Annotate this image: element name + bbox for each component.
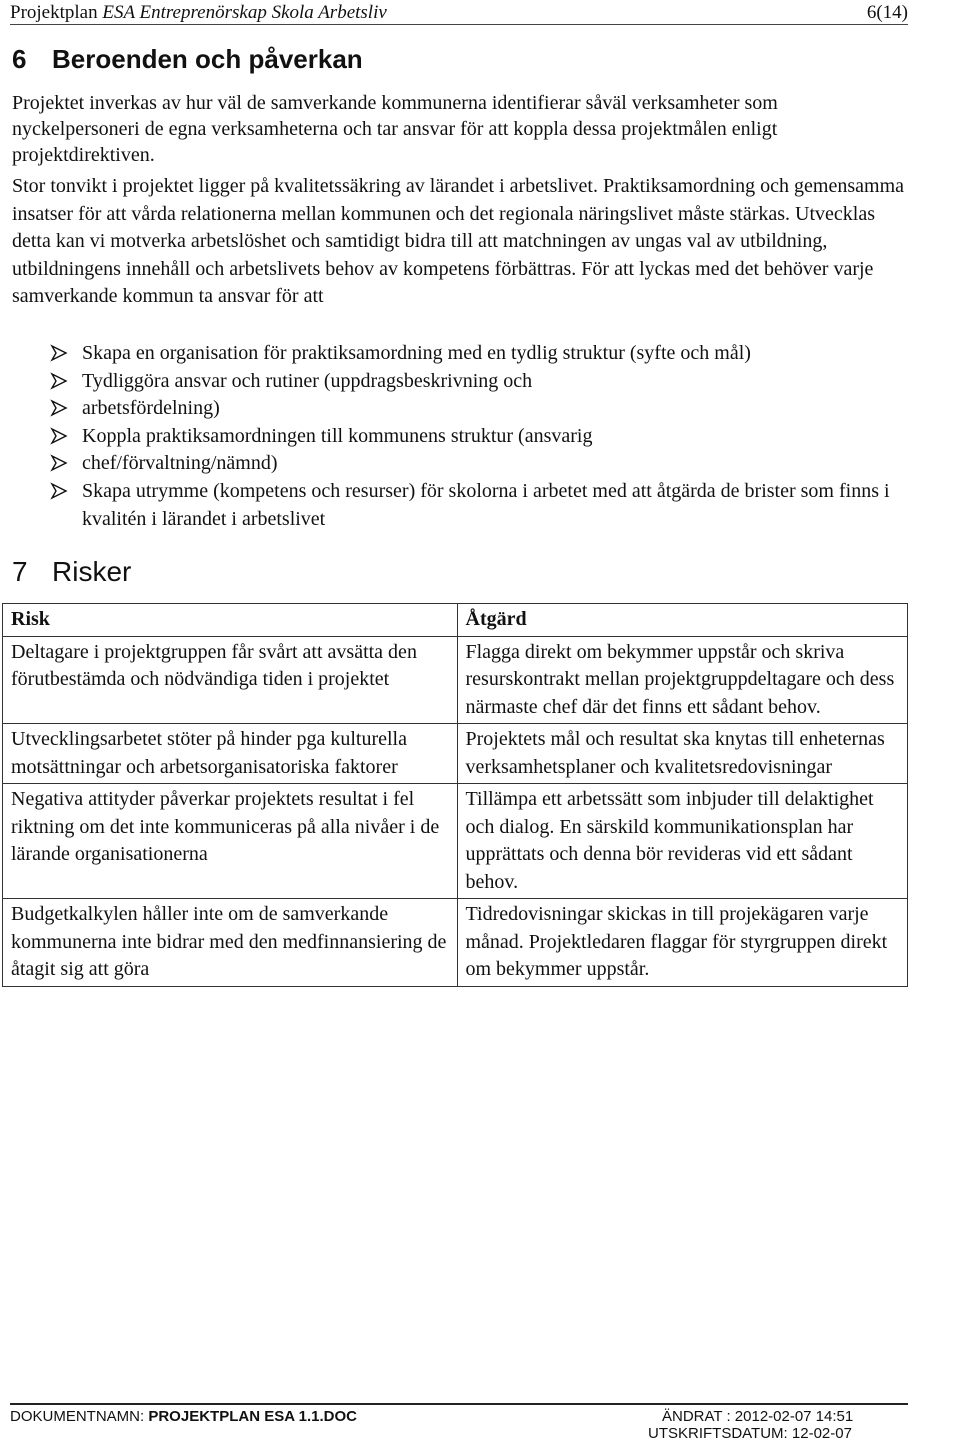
- section-6-title: Beroenden och påverkan: [52, 44, 363, 74]
- action-cell: Flagga direkt om bekymmer uppstår och skriva resurskontrakt mellan projektgruppdeltagare och dess närmaste chef där det finns ett sådant behov.: [457, 636, 908, 724]
- list-item: [50, 395, 910, 423]
- footer-print-date: UTSKRIFTSDATUM: 12-02-07: [648, 1425, 852, 1442]
- table-row: [3, 784, 908, 899]
- risk-cell: Negativa attityder påverkar projektets resultat i fel riktning om det inte kommuniceras på alla nivåer i de lärande organisationerna: [3, 784, 458, 899]
- footer-docname-label: DOKUMENTNAMN:: [10, 1408, 149, 1425]
- section-7-number: 7: [12, 556, 28, 587]
- arrow-bullet-icon: [50, 427, 68, 445]
- list-item: [50, 478, 910, 533]
- risk-cell: Budgetkalkylen håller inte om de samverkande kommunerna inte bidrar med den medfinnansiering de åtagit sig att göra: [3, 899, 458, 987]
- list-item-text: Skapa utrymme (kompetens och resurser) för skolorna i arbetet med att åtgärda de brister som finns i kvalitén i lärandet i arbetslivet: [82, 479, 890, 530]
- list-item-text: arbetsfördelning): [82, 397, 220, 420]
- section-6-number: 6: [12, 44, 27, 74]
- header-title-prefix: Projektplan: [10, 2, 103, 23]
- section-7-title: Risker: [52, 556, 132, 587]
- header-document-title: [10, 2, 387, 24]
- footer-document-name: [10, 1408, 357, 1425]
- table-row: [3, 899, 908, 987]
- action-cell: Projektets mål och resultat ska knytas till enheternas verksamhetsplaner och kvalitetsredovisningar: [457, 724, 908, 784]
- footer-docname-value: PROJEKTPLAN ESA 1.1.DOC: [148, 1408, 357, 1425]
- section-7-heading: [12, 556, 131, 588]
- list-item: [50, 368, 910, 396]
- list-item-text: Koppla praktiksamordningen till kommunens struktur (ansvarig: [82, 424, 593, 447]
- arrow-bullet-icon: [50, 482, 68, 500]
- header-title-italic: ESA Entreprenörskap Skola Arbetsliv: [102, 2, 387, 23]
- column-header-action: Åtgärd: [457, 604, 908, 637]
- responsibility-list: [50, 340, 910, 533]
- section-6-paragraph-1: Projektet inverkas av hur väl de samverkande kommunerna identifierar såväl verksamheter som nyckelpersoneri de egna verksamheterna och tar ansvar för att koppla dessa projektmålen enligt projektdirektiven.: [12, 92, 778, 166]
- arrow-bullet-icon: [50, 344, 68, 362]
- section-6-heading: [12, 44, 363, 75]
- list-item: [50, 340, 910, 368]
- table-row: [3, 724, 908, 784]
- page-header: [10, 2, 908, 25]
- risk-table: [2, 603, 908, 987]
- table-header-row: [3, 604, 908, 637]
- page-number: 6(14): [866, 2, 908, 23]
- list-item-text: Skapa en organisation för praktiksamordning med en tydlig struktur (syfte och mål): [82, 342, 751, 364]
- page-footer: [10, 1403, 908, 1442]
- arrow-bullet-icon: [50, 372, 68, 390]
- list-item: [50, 450, 910, 478]
- table-row: [3, 636, 908, 724]
- column-header-risk: Risk: [3, 604, 458, 637]
- arrow-bullet-icon: [50, 399, 68, 417]
- list-item-text: chef/förvaltning/nämnd): [82, 452, 278, 475]
- risk-cell: Utvecklingsarbetet stöter på hinder pga kulturella motsättningar och arbetsorganisatoriska faktorer: [3, 724, 458, 784]
- action-cell: Tillämpa ett arbetssätt som inbjuder till delaktighet och dialog. En särskild kommunikationsplan har upprättats och denna bör revideras vid ett sådant behov.: [457, 784, 908, 899]
- footer-changed-date: ÄNDRAT : 2012-02-07 14:51: [662, 1408, 854, 1425]
- arrow-bullet-icon: [50, 454, 68, 472]
- section-6-paragraph-2: Stor tonvikt i projektet ligger på kvalitetssäkring av lärandet i arbetslivet. Praktiksamordning och gemensamma insatser för att vårda relationerna mellan kommunen och det regionala näringslivet måste stärkas. Utvecklas detta kan vi motverka arbetslöshet och samtidigt bidra till att matchningen av ungas val av utbildning, utbildningens innehåll och arbetslivets behov av kompetens förbättras. För att lyckas med det behöver varje samverkande kommun ta ansvar för att: [12, 175, 905, 307]
- risk-cell: Deltagare i projektgruppen får svårt att avsätta den förutbestämda och nödvändiga tiden i projektet: [3, 636, 458, 724]
- list-item: [50, 423, 910, 451]
- list-item-text: Tydliggöra ansvar och rutiner (uppdragsbeskrivning och: [82, 369, 533, 392]
- action-cell: Tidredovisningar skickas in till projekägaren varje månad. Projektledaren flaggar för styrgruppen direkt om bekymmer uppstår.: [457, 899, 908, 987]
